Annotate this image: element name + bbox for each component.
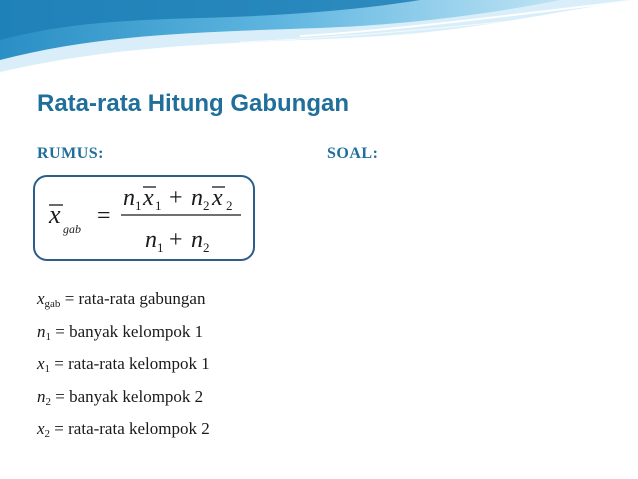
svg-text:x: x [143,185,154,211]
svg-text:2: 2 [226,198,233,213]
svg-text:n: n [191,185,203,211]
soal-label: SOAL: [327,145,379,162]
lhs-x: x [49,200,61,229]
rumus-label: RUMUS: [37,145,104,162]
svg-text:+: + [169,185,183,211]
definition-x1: x1 = rata-rata kelompok 1 [37,354,210,375]
formula-box [33,175,255,261]
slide-title: Rata-rata Hitung Gabungan [37,90,350,117]
svg-text:n: n [123,185,135,211]
header-wave-banner [0,0,638,80]
svg-text:n: n [145,227,157,253]
svg-text:2: 2 [203,240,210,255]
svg-text:1: 1 [155,198,162,213]
definitions-list [37,284,210,447]
svg-text:1: 1 [157,240,164,255]
definition-x2: x2 = rata-rata kelompok 2 [37,419,210,440]
svg-text:+: + [169,227,183,253]
lhs-subscript: gab [63,222,81,236]
svg-text:x: x [212,185,223,211]
formula-equation [35,177,257,263]
svg-text:n: n [191,227,203,253]
equals-sign: = [97,203,111,229]
definition-x-gab: xgab = rata-rata gabungan [37,289,206,310]
svg-text:2: 2 [203,198,210,213]
definition-n2: n2 = banyak kelompok 2 [37,386,204,408]
svg-text:1: 1 [135,198,142,213]
definition-n1: n1 = banyak kelompok 1 [37,321,204,343]
